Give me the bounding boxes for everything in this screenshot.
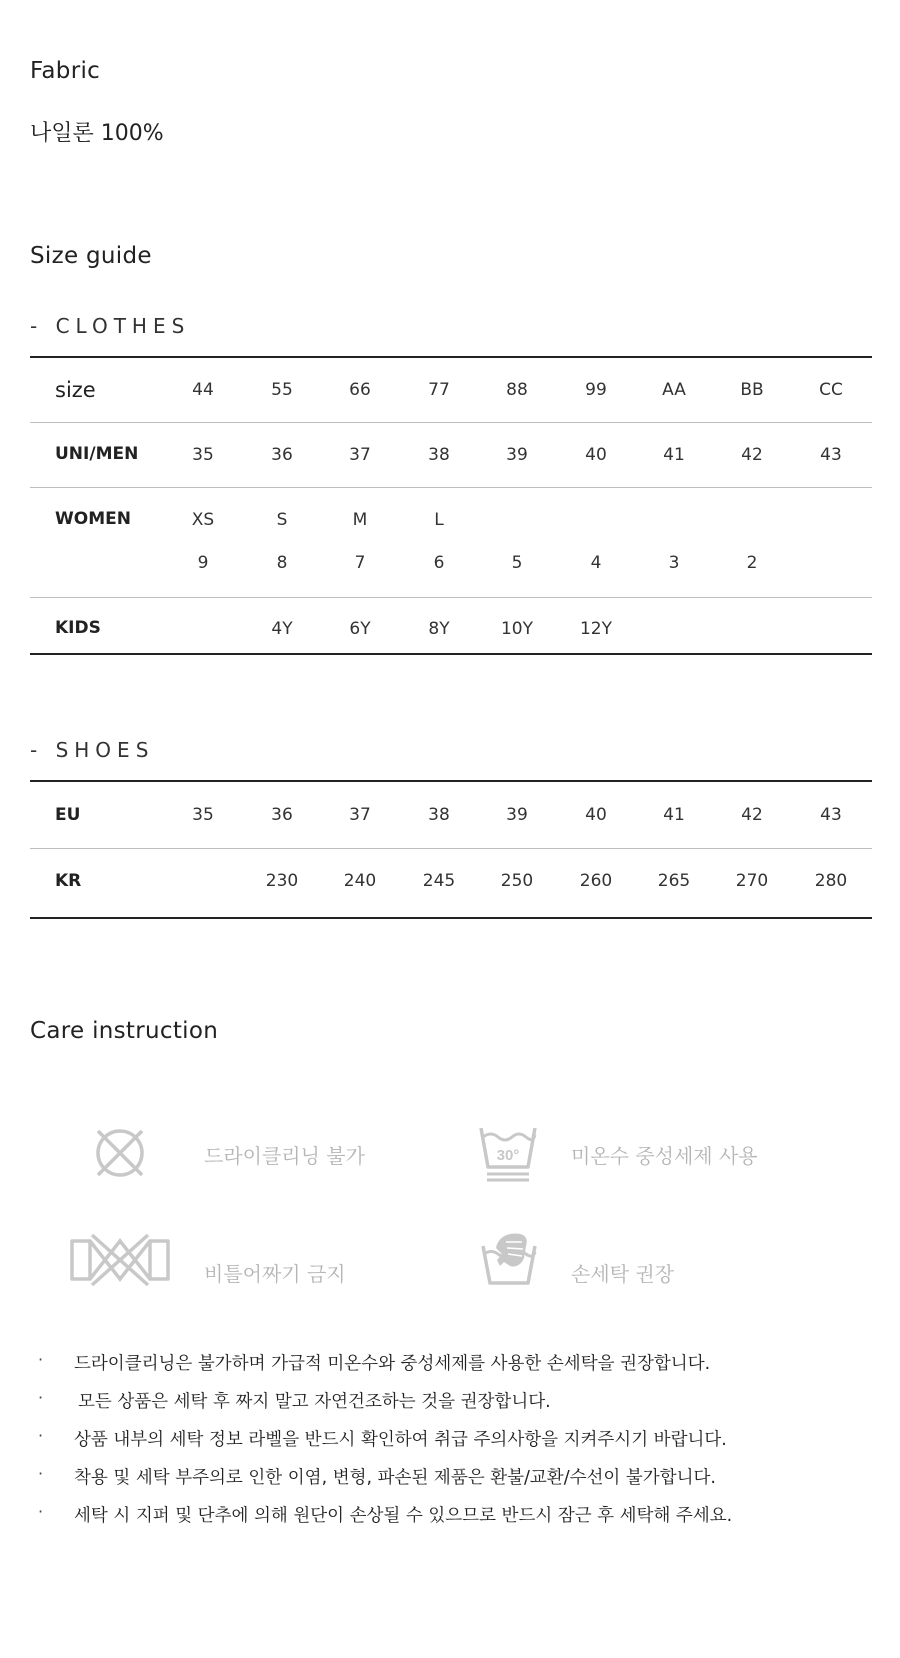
- care-title: Care instruction: [30, 1018, 219, 1044]
- table-cell: 38: [428, 805, 450, 825]
- list-item: [38, 1350, 858, 1388]
- bullet: ·: [38, 1502, 44, 1521]
- bullet: ·: [38, 1350, 44, 1369]
- care-label-no-dry-clean: 드라이클리닝 불가: [204, 1144, 365, 1168]
- wash-30-icon: [478, 1125, 538, 1183]
- row-label: KR: [55, 871, 82, 891]
- table-cell: 42: [741, 445, 763, 465]
- row-divider: [30, 597, 872, 598]
- table-cell: BB: [740, 380, 764, 400]
- table-cell: 41: [663, 805, 685, 825]
- table-cell: 9: [197, 553, 209, 573]
- table-cell: 55: [271, 380, 293, 400]
- list-item: [38, 1464, 858, 1502]
- table-cell: 260: [579, 871, 613, 891]
- table-cell: 270: [735, 871, 769, 891]
- care-note-text: 드라이클리닝은 불가하며 가급적 미온수와 중성세제를 사용한 손세탁을 권장합니다.: [74, 1354, 711, 1374]
- table-cell: 8: [276, 553, 288, 573]
- table-cell: 2: [746, 553, 758, 573]
- list-item: [38, 1426, 858, 1464]
- table-cell: 36: [271, 445, 293, 465]
- table-cell: 8Y: [428, 619, 450, 639]
- table-cell: 40: [585, 445, 607, 465]
- size-guide-title: Size guide: [30, 243, 152, 269]
- care-note-text: 모든 상품은 세탁 후 짜지 말고 자연건조하는 것을 권장합니다.: [78, 1392, 551, 1412]
- table-cell: 66: [349, 380, 371, 400]
- table-cell: 38: [428, 445, 450, 465]
- row-label: size: [55, 378, 96, 402]
- care-notes-list: [38, 1350, 858, 1540]
- care-label-hand-wash: 손세탁 권장: [571, 1262, 674, 1286]
- table-cell: 35: [192, 805, 214, 825]
- table-top-rule: [30, 780, 872, 782]
- fabric-value: 나일론 100%: [30, 121, 164, 146]
- table-cell: 10Y: [500, 619, 534, 639]
- table-cell: 39: [506, 445, 528, 465]
- care-note-text: 상품 내부의 세탁 정보 라벨을 반드시 확인하여 취급 주의사항을 지켜주시기 바랍니다.: [74, 1430, 727, 1450]
- row-divider: [30, 422, 872, 423]
- table-cell: 36: [271, 805, 293, 825]
- table-cell: 240: [343, 871, 377, 891]
- no-dry-clean-icon: [92, 1125, 148, 1181]
- row-label: UNI/MEN: [55, 444, 139, 464]
- table-cell: S: [276, 510, 288, 530]
- row-label: WOMEN: [55, 509, 131, 529]
- table-cell: 280: [814, 871, 848, 891]
- table-cell: 43: [820, 805, 842, 825]
- bullet: ·: [38, 1426, 44, 1445]
- table-cell: XS: [191, 510, 215, 530]
- table-cell: L: [434, 510, 444, 530]
- table-cell: 42: [741, 805, 763, 825]
- table-cell: 40: [585, 805, 607, 825]
- table-cell: 99: [585, 380, 607, 400]
- table-cell: 4Y: [271, 619, 293, 639]
- table-cell: AA: [662, 380, 686, 400]
- list-item: [38, 1502, 858, 1540]
- hand-wash-icon: [480, 1230, 538, 1286]
- table-cell: 77: [428, 380, 450, 400]
- table-top-rule: [30, 356, 872, 358]
- table-cell: 12Y: [579, 619, 613, 639]
- care-note-text: 세탁 시 지퍼 및 단추에 의해 원단이 손상될 수 있으므로 반드시 잠근 후 세탁해 주세요.: [74, 1506, 733, 1526]
- row-label: KIDS: [55, 618, 101, 638]
- care-label-wash-30: 미온수 중성세제 사용: [571, 1144, 758, 1168]
- table-cell: 3: [668, 553, 680, 573]
- table-cell: 37: [349, 445, 371, 465]
- table-cell: 7: [354, 553, 366, 573]
- table-cell: 43: [820, 445, 842, 465]
- table-cell: 44: [192, 380, 214, 400]
- table-cell: 39: [506, 805, 528, 825]
- shoes-subheading: - SHOES: [30, 738, 155, 762]
- table-cell: 37: [349, 805, 371, 825]
- wash-temperature-text: 30°: [496, 1147, 520, 1164]
- table-cell: 5: [511, 553, 523, 573]
- table-cell: 41: [663, 445, 685, 465]
- table-cell: 265: [657, 871, 691, 891]
- list-item: [38, 1388, 858, 1426]
- fabric-title: Fabric: [30, 58, 101, 84]
- table-bottom-rule: [30, 653, 872, 655]
- row-divider: [30, 487, 872, 488]
- table-cell: 6: [433, 553, 445, 573]
- table-cell: 245: [422, 871, 456, 891]
- table-bottom-rule: [30, 917, 872, 919]
- table-cell: 230: [265, 871, 299, 891]
- table-cell: 88: [506, 380, 528, 400]
- table-cell: M: [352, 510, 368, 530]
- bullet: ·: [38, 1388, 44, 1407]
- no-wring-icon: [70, 1233, 170, 1287]
- clothes-size-table: [30, 356, 872, 656]
- table-cell: 4: [590, 553, 602, 573]
- table-cell: 6Y: [349, 619, 371, 639]
- table-cell: 35: [192, 445, 214, 465]
- shoes-size-table: [30, 780, 872, 920]
- row-divider: [30, 848, 872, 849]
- care-label-no-wring: 비틀어짜기 금지: [204, 1262, 346, 1286]
- care-note-text: 착용 및 세탁 부주의로 인한 이염, 변형, 파손된 제품은 환불/교환/수선이 불가합니다.: [74, 1468, 716, 1488]
- table-cell: 250: [500, 871, 534, 891]
- table-cell: CC: [819, 380, 843, 400]
- clothes-subheading: - CLOTHES: [30, 314, 191, 338]
- row-label: EU: [55, 805, 81, 825]
- bullet: ·: [38, 1464, 44, 1483]
